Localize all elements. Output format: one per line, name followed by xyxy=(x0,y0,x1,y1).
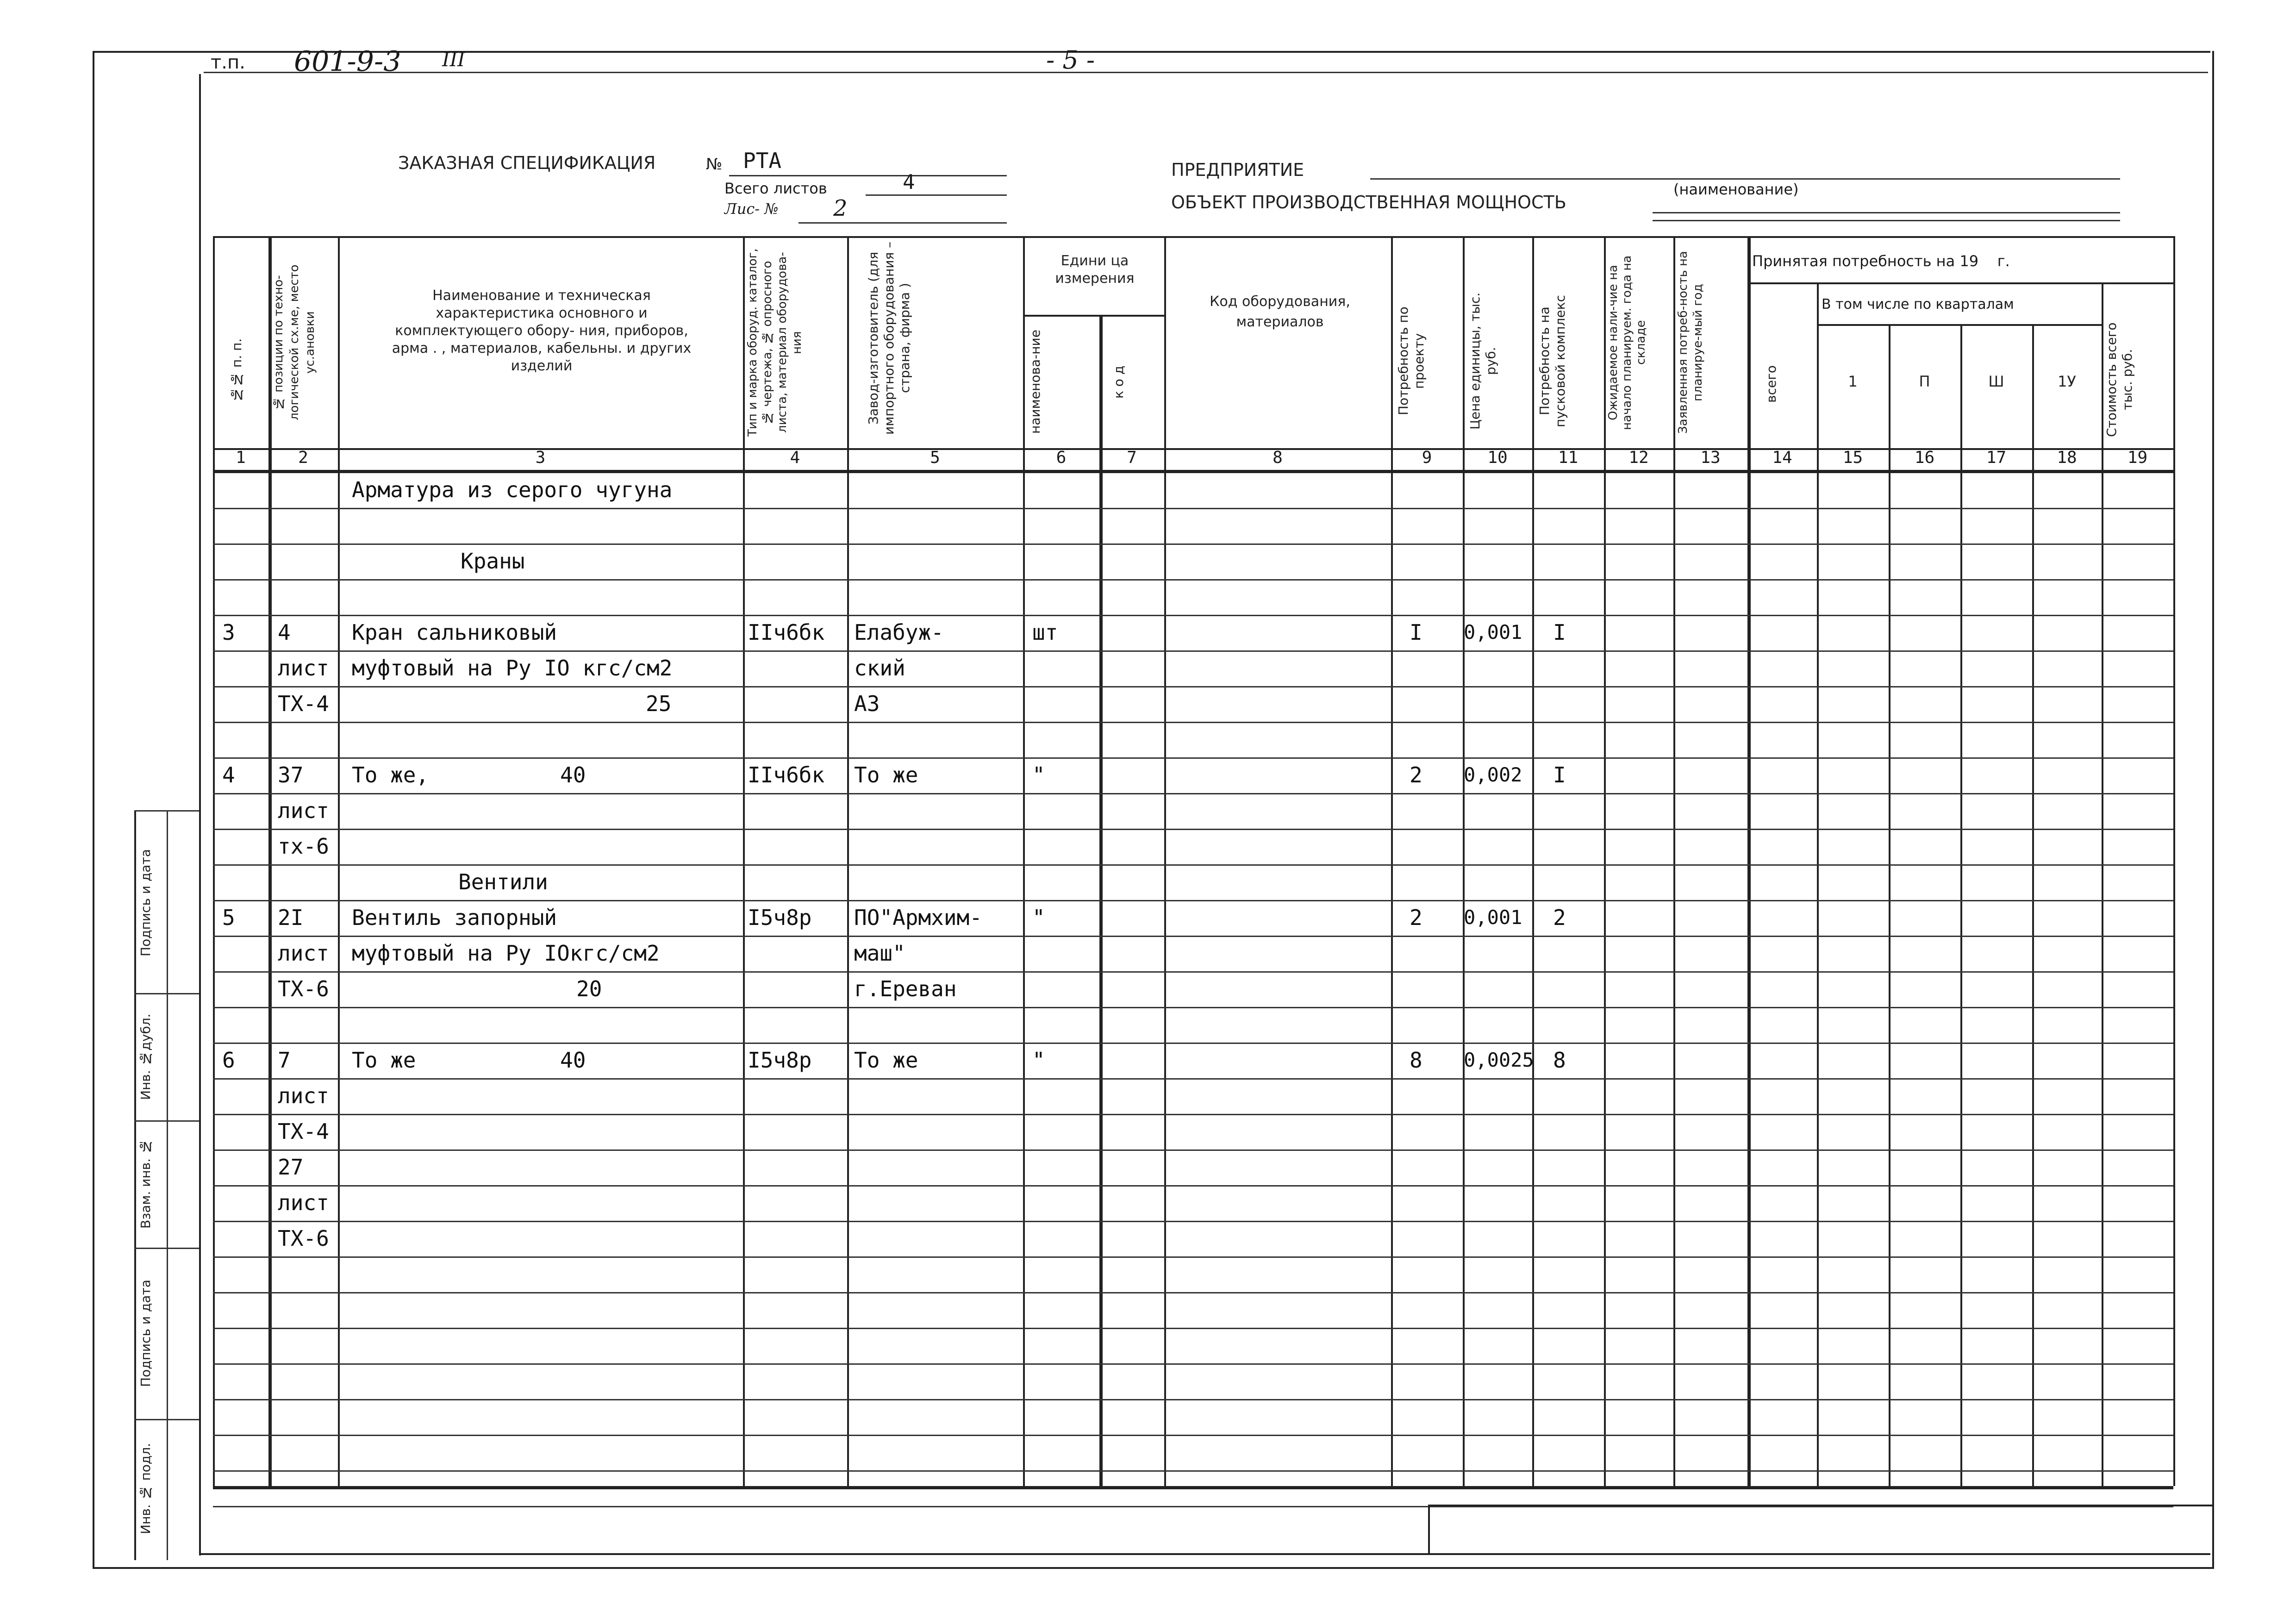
side-stamp xyxy=(134,810,199,1560)
col16-header: П xyxy=(1919,373,1930,390)
sheets-total: 4 xyxy=(903,170,915,194)
enterprise-line xyxy=(1370,178,2120,180)
cell-c4: IIч6бк xyxy=(748,762,825,787)
cell-c3: То же xyxy=(352,1048,416,1073)
cell-c3b: 40 xyxy=(560,762,586,787)
row-divider xyxy=(213,650,2173,652)
cell-c3: муфтовый на Ру IO кгс/см2 xyxy=(352,656,673,681)
spec-label: ЗАКАЗНАЯ СПЕЦИФИКАЦИЯ xyxy=(398,153,656,173)
cell-c2: тх-6 xyxy=(278,834,329,859)
stamp-sign-date-1: Подпись и дата xyxy=(138,849,153,956)
col-number: 15 xyxy=(1842,448,1863,467)
spec-no-underline xyxy=(729,175,1007,176)
tp-label: т.п. xyxy=(211,52,245,73)
row-divider xyxy=(213,1470,2173,1472)
row-divider xyxy=(213,1292,2173,1293)
cell-c6: " xyxy=(1032,905,1045,930)
row-divider xyxy=(213,900,2173,901)
row-divider xyxy=(213,971,2173,973)
col-line-12 xyxy=(1673,236,1675,1486)
cell-c9: 2 xyxy=(1410,905,1423,930)
inner-left-border xyxy=(199,74,201,1555)
col3-header: Наименование и техническая характеристика основного и комплектующего обору- ния, приборов, арма . , материалов, кабельны. и других изделий xyxy=(392,287,692,374)
unit-group-line xyxy=(1023,315,1164,317)
col-number: 14 xyxy=(1772,448,1792,467)
col11-header: Потребность на пусковой комплекс xyxy=(1537,295,1568,427)
col2-header: № позиции по техно-логической сх.ме, место ус.ановки xyxy=(272,264,317,421)
cell-c6: " xyxy=(1032,1048,1045,1073)
cell-c1: 3 xyxy=(222,620,235,645)
row-divider xyxy=(213,1328,2173,1329)
col17-header: Ш xyxy=(1988,373,2004,390)
cell-c2: TX-4 xyxy=(278,1119,329,1144)
cell-c6: " xyxy=(1032,762,1045,787)
accepted-header: Принятая потребность на 19 г. xyxy=(1752,252,2010,270)
project-code: 601-9-3 xyxy=(294,45,401,78)
col5-header: Завод-изготовитель (для импортного оборудования –страна, фирма ) xyxy=(866,241,912,435)
row-divider xyxy=(213,579,2173,581)
row-divider xyxy=(213,1221,2173,1222)
col-number: 5 xyxy=(930,448,940,467)
col15-header: 1 xyxy=(1848,373,1858,390)
col1-header: №№ п. п. xyxy=(229,338,244,403)
stamp-replace-no: Взам. инв. № xyxy=(138,1139,153,1229)
col9-header: Потребность по проекту xyxy=(1396,306,1427,416)
col-line-19 xyxy=(2173,236,2175,1486)
row-divider xyxy=(213,1043,2173,1044)
cell-c11: 2 xyxy=(1553,905,1566,930)
col-number: 12 xyxy=(1628,448,1649,467)
col19-header: Стоимость всего тыс. руб. xyxy=(2104,322,2135,437)
cell-c5: То же xyxy=(854,762,918,787)
cell-c3: Вентили xyxy=(458,869,548,894)
col13-header: Заявленная потреб-ность на планируе-мый год xyxy=(1676,251,1705,434)
col-number: 3 xyxy=(535,448,546,467)
cell-c1: 6 xyxy=(222,1048,235,1073)
row-divider xyxy=(213,722,2173,723)
col-line-13 xyxy=(1747,236,1751,1486)
cell-c2: 2I xyxy=(278,905,304,930)
page-number: - 5 - xyxy=(1046,45,1095,75)
accepted-line xyxy=(1747,282,2173,284)
col10-header: Цена единицы, тыс. руб. xyxy=(1467,292,1498,430)
col-number: 2 xyxy=(298,448,308,467)
sheet-no: 2 xyxy=(833,195,848,221)
col-line-5 xyxy=(1023,236,1025,1486)
cell-c3: То же, xyxy=(352,762,429,787)
cell-c4: I5ч8р xyxy=(748,1048,812,1073)
cell-c2: 7 xyxy=(278,1048,291,1073)
row-divider xyxy=(213,757,2173,759)
col-line-8 xyxy=(1391,236,1393,1486)
cell-c4: I5ч8р xyxy=(748,905,812,930)
cell-c2: 37 xyxy=(278,762,304,787)
title-block xyxy=(1428,1505,2212,1555)
col4-header: Тип и марка оборуд. каталог, № чертежа, № опросного листа, материал оборудова-ния xyxy=(746,248,804,437)
cell-c5: То же xyxy=(854,1048,918,1073)
cell-c5: маш" xyxy=(854,941,905,966)
col-number: 19 xyxy=(2127,448,2148,467)
spec-no-label: № xyxy=(706,155,723,174)
project-code-suffix: III xyxy=(442,48,465,71)
cell-c10: 0,0025 xyxy=(1464,1049,1534,1071)
col-number: 8 xyxy=(1273,448,1283,467)
cell-c2: TX-6 xyxy=(278,1226,329,1251)
row-divider xyxy=(213,508,2173,509)
quarters-header: В том числе по кварталам xyxy=(1822,296,2014,312)
cell-c5: ский xyxy=(854,656,905,681)
object-line xyxy=(1653,212,2120,213)
cell-c1: 5 xyxy=(222,905,235,930)
cell-c3: Вентиль запорный xyxy=(352,905,557,930)
cell-c10: 0,002 xyxy=(1464,763,1522,786)
cell-c2: TX-4 xyxy=(278,691,329,716)
object-label: ОБЪЕКТ ПРОИЗВОДСТВЕННАЯ МОЩНОСТЬ xyxy=(1171,192,1566,212)
col-line-15 xyxy=(1889,324,1890,1486)
cell-c3: 20 xyxy=(576,976,602,1001)
col-line-2 xyxy=(338,236,340,1486)
cell-c1: 4 xyxy=(222,762,235,787)
row-divider xyxy=(213,1114,2173,1115)
cell-c10: 0,001 xyxy=(1464,621,1522,643)
col18-header: 1У xyxy=(2058,373,2076,390)
row-divider xyxy=(213,686,2173,687)
col-number: 9 xyxy=(1422,448,1432,467)
top-line xyxy=(204,72,2208,73)
cell-c2: TX-6 xyxy=(278,976,329,1001)
col6-header: наименова-ние xyxy=(1028,330,1043,434)
cell-c5: Елабуж- xyxy=(854,620,944,645)
sheets-total-label: Всего листов xyxy=(724,180,827,197)
col14-header: всего xyxy=(1764,365,1779,403)
stamp-dup-no: Инв. №дубл. xyxy=(138,1013,153,1100)
cell-c6: шт xyxy=(1032,620,1058,645)
cell-c2: 27 xyxy=(278,1155,304,1180)
cell-c11: I xyxy=(1553,620,1566,645)
row-divider xyxy=(213,864,2173,866)
cell-c11: 8 xyxy=(1553,1048,1566,1073)
cell-c3: муфтовый на Ру IOкгс/см2 xyxy=(352,941,660,966)
cell-c3: Арматура из серого чугуна xyxy=(352,477,673,502)
cell-c10: 0,001 xyxy=(1464,906,1522,929)
row-divider xyxy=(213,793,2173,794)
col-line-17 xyxy=(2032,324,2034,1486)
table-bottom xyxy=(213,1486,2173,1489)
quarters-line xyxy=(1817,324,2102,326)
cell-c9: 8 xyxy=(1410,1048,1423,1073)
col-number: 17 xyxy=(1986,448,2007,467)
col-line-4 xyxy=(847,236,849,1486)
cell-c9: 2 xyxy=(1410,762,1423,787)
cell-c5: ПО"Армхим- xyxy=(854,905,982,930)
row-divider xyxy=(213,615,2173,616)
top-border xyxy=(93,51,2210,53)
col-number: 13 xyxy=(1700,448,1721,467)
col-line-10 xyxy=(1532,236,1534,1486)
row-divider xyxy=(213,1007,2173,1008)
col-number: 4 xyxy=(790,448,800,467)
col-line-16 xyxy=(1960,324,1962,1486)
row-divider xyxy=(213,829,2173,830)
cell-c4: IIч6бк xyxy=(748,620,825,645)
col8-header: Код оборудования, материалов xyxy=(1210,294,1350,330)
col7-header: к о д xyxy=(1111,365,1126,399)
stamp-sign-date-2: Подпись и дата xyxy=(138,1280,153,1387)
cell-c3: Кран сальниковый xyxy=(352,620,557,645)
cell-c2: лист xyxy=(278,798,329,823)
col-number: 10 xyxy=(1487,448,1508,467)
cell-c5: АЗ xyxy=(854,691,880,716)
col-number: 1 xyxy=(236,448,246,467)
col-line-9 xyxy=(1463,236,1465,1486)
enterprise-label: ПРЕДПРИЯТИЕ xyxy=(1171,160,1304,180)
col-line-11 xyxy=(1604,236,1606,1486)
col-line-7 xyxy=(1164,236,1166,1486)
cell-c3b: 40 xyxy=(560,1048,586,1073)
row-divider xyxy=(213,1078,2173,1080)
col-number: 16 xyxy=(1914,448,1935,467)
row-divider xyxy=(213,1256,2173,1258)
cell-c11: I xyxy=(1553,762,1566,787)
col12-header: Ожидаемое нали-чие на начало планируем. года на складе xyxy=(1606,255,1648,430)
cell-c9: I xyxy=(1410,620,1423,645)
cell-c2: лист xyxy=(278,1190,329,1215)
col-number: 11 xyxy=(1558,448,1578,467)
table-header-bottom xyxy=(213,470,2173,473)
col-line-3 xyxy=(743,236,745,1486)
cell-c5: г.Ереван xyxy=(854,976,957,1001)
unit-group-header: Едини ца измерения xyxy=(1055,253,1135,287)
sheets-total-underline xyxy=(866,194,1007,196)
row-divider xyxy=(213,543,2173,545)
name-hint: (наименование) xyxy=(1673,181,1799,198)
col-number: 18 xyxy=(2057,448,2077,467)
cell-c3: Краны xyxy=(461,549,525,574)
row-divider xyxy=(213,936,2173,937)
row-divider xyxy=(213,1399,2173,1400)
col-number: 6 xyxy=(1056,448,1067,467)
cell-c2: лист xyxy=(278,1083,329,1108)
row-divider xyxy=(213,1185,2173,1187)
cell-c2: лист xyxy=(278,941,329,966)
table-top xyxy=(213,236,2173,238)
spec-number: PTA xyxy=(743,148,782,173)
stamp-orig-no: Инв. № подл. xyxy=(138,1443,153,1534)
cell-c3: 25 xyxy=(646,691,672,716)
row-divider xyxy=(213,1149,2173,1151)
col-line-0 xyxy=(213,236,215,1486)
sheet-no-underline xyxy=(799,222,1007,224)
sheet-no-label: Лис- № xyxy=(724,200,779,218)
col-number: 7 xyxy=(1127,448,1137,467)
cell-c2: лист xyxy=(278,656,329,681)
row-divider xyxy=(213,1363,2173,1365)
cell-c2: 4 xyxy=(278,620,291,645)
row-divider xyxy=(213,1435,2173,1436)
object-line-2 xyxy=(1653,220,2120,221)
